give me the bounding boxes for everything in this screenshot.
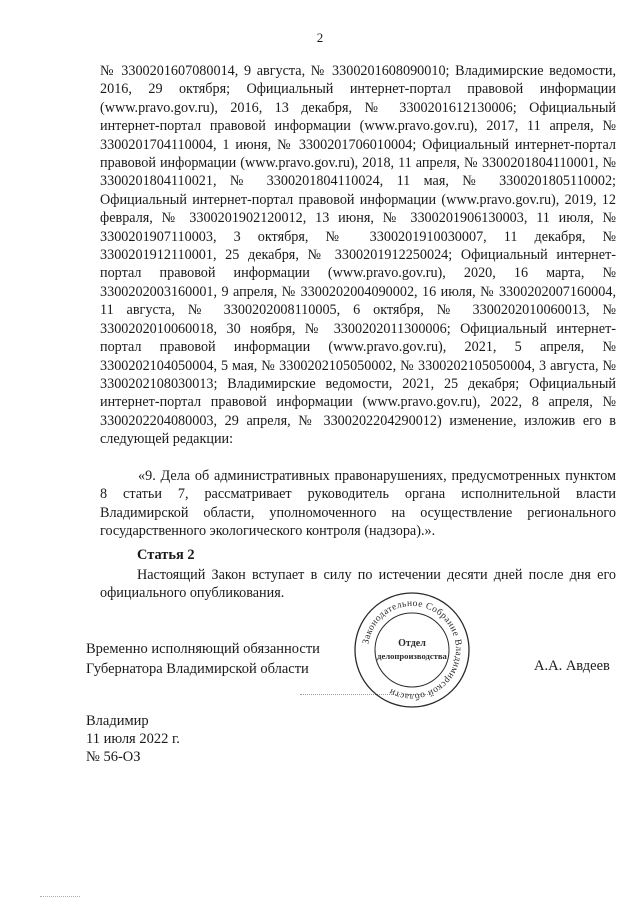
stamp-center-line-1: Отдел <box>398 638 426 649</box>
quoted-article-text: «9. Дела об административных правонарушениях, предусмотренных пунктом 8 статьи 7, рассматривает руководитель органа исполнительной власти Владимирской области, уполномоченного на осуществление регионального государственного экологического контроля (надзора).». <box>100 468 616 540</box>
stamp-outer-ring <box>355 593 469 707</box>
signatory-title-line-1: Временно исполняющий обязанности <box>86 641 320 657</box>
footer-law-number: № 56-ОЗ <box>86 749 141 765</box>
official-stamp <box>352 590 472 710</box>
stamp-inner-ring <box>375 613 449 687</box>
stamp-center-line-2: делопроизводства <box>377 651 447 661</box>
scan-artifact <box>40 896 80 898</box>
article-2-text: Настоящий Закон вступает в силу по истечении десяти дней после дня его официального опубликования. <box>100 567 616 602</box>
footer-city: Владимир <box>86 713 149 729</box>
document-footer <box>86 712 180 766</box>
footer-date: 11 июля 2022 г. <box>86 731 180 747</box>
signatory-title-line-2: Губернатора Владимирской области <box>86 661 309 677</box>
stamp-ring-text: Законодательное Собрание Владимирской области <box>361 598 464 702</box>
article-2-heading: Статья 2 <box>137 547 195 563</box>
signatory-title <box>86 639 320 679</box>
stamp-seal <box>355 593 469 707</box>
signatory-name: А.А. Авдеев <box>534 658 610 674</box>
amendment-text: № 3300201607080014, 9 августа, № 3300201608090010; Владимирские ведомости, 2016, 29 октября; Официальный интернет-портал правовой информации (www.pravo.gov.ru), 2016, 13 декабря, № 3300201612130006; Официальный интернет-портал правовой информации (www.pravo.gov.ru), 2017, 11 апреля, № 3300201704110004, 1 июня, № 3300201706010004; Официальный интернет-портал правовой информации (www.pravo.gov.ru), 2018, 11 апреля, № 3300201804110001, № 3300201804110021, № 3300201804110024, 11 мая, № 3300201805110002; Официальный интернет-портал правовой информации (www.pravo.gov.ru), 2019, 12 февраля, № 3300201902120012, 13 июня, № 3300201906130003, 11 июля, № 3300201907110003, 3 октября, № 3300201910030007, 11 декабря, № 3300201912110001, 25 декабря, № 3300201912250024; Официальный интернет-портал правовой информации (www.pravo.gov.ru), 2020, 16 марта, № 3300202003160001, 9 апреля, № 3300202004090002, 16 июля, № 3300202007160004, 11 августа, № 3300202008110005, 6 октября, № 3300202010060013, № 3300202010060018, 30 ноября, № 3300202011300006; Официальный интернет-портал правовой информации (www.pravo.gov.ru), 2021, 5 апреля, № 3300202104050004, 5 мая, № 3300202105050002, № 3300202105050004, 3 августа, № 3300202108030013; Владимирские ведомости, 2021, 25 декабря; Официальный интернет-портал правовой информации (www.pravo.gov.ru), 2022, 8 апреля, № 3300202204080003, 29 апреля, № 3300202204290012) изменение, изложив его в следующей редакции: <box>100 63 616 448</box>
page-number: 2 <box>316 30 324 45</box>
